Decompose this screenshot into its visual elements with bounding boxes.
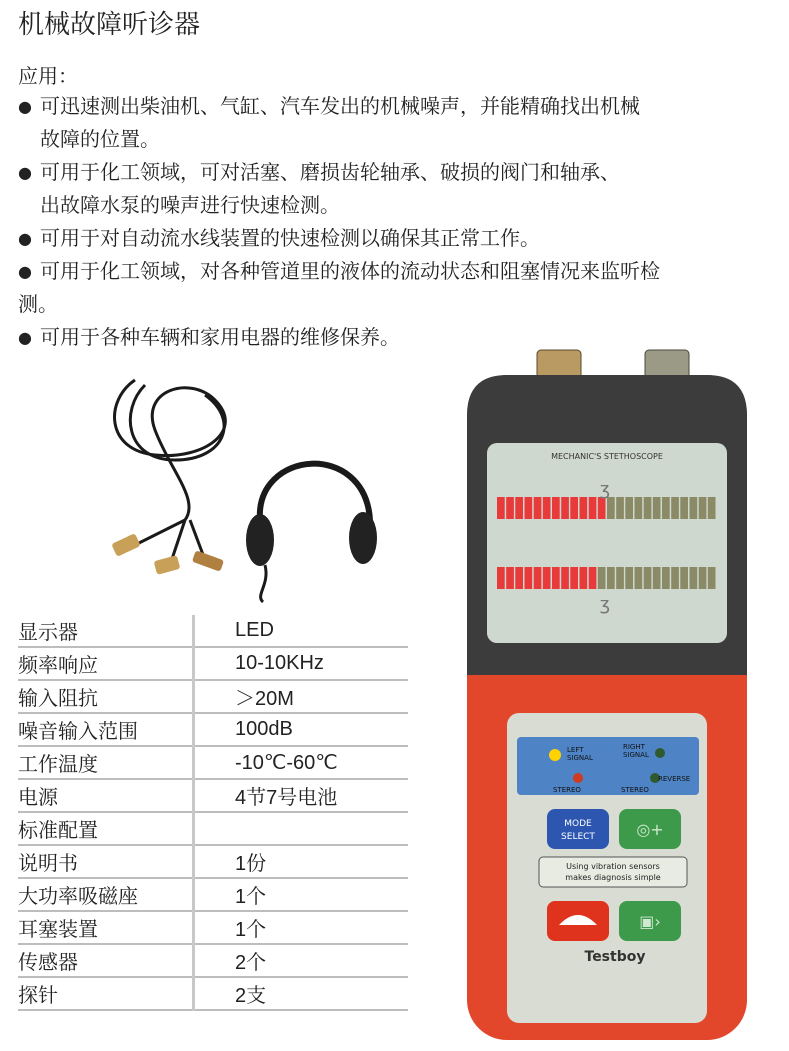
stereo-label: STEREO: [553, 786, 581, 794]
right-label: RIGHT: [623, 743, 645, 751]
led-segment: [570, 497, 578, 519]
display-label: MECHANIC'S STETHOSCOPE: [551, 452, 663, 461]
led-segment: [497, 567, 505, 589]
led-segment: [534, 497, 542, 519]
led-segment: [708, 497, 716, 519]
led-segment: [653, 567, 661, 589]
left-led-icon: [549, 749, 561, 761]
bullet-icon: ●: [18, 262, 32, 281]
led-segment: [708, 567, 716, 589]
led-segment: [635, 497, 643, 519]
note-line-2: makes diagnosis simple: [565, 873, 661, 882]
led-segment: [570, 567, 578, 589]
table-row: 显示器 LED: [18, 615, 408, 647]
led-segment: [580, 567, 588, 589]
table-row: 频率响应 10-10KHz: [18, 647, 408, 680]
table-row: 大功率吸磁座 1个: [18, 878, 408, 911]
table-row: 探针 2支: [18, 977, 408, 1010]
list-item: ● 可用于化工领域，可对活塞、磨损齿轮轴承、破损的阀门和轴承、 出故障水泵的噪声进行快速检测。: [18, 156, 788, 222]
left-sub-label: SIGNAL: [567, 754, 593, 762]
led-segment: [607, 497, 615, 519]
led-segment: [552, 497, 560, 519]
device-photo: [455, 345, 755, 1045]
indicator-panel: [517, 737, 699, 795]
usage-label: 应用：: [18, 64, 78, 88]
led-segment: [680, 497, 688, 519]
led-segment: [598, 497, 606, 519]
table-row: 电源 4节7号电池: [18, 779, 408, 812]
ear-icon: ʒ: [599, 479, 611, 500]
volume-button[interactable]: [619, 809, 681, 849]
table-row: 说明书 1份: [18, 845, 408, 878]
list-item: ● 可用于化工领域，对各种管道里的液体的流动状态和阻塞情况来监听检 测。: [18, 255, 788, 321]
led-segment: [525, 567, 533, 589]
led-segment: [653, 497, 661, 519]
led-segment: [662, 497, 670, 519]
ear-icon: ʒ: [599, 594, 611, 615]
svg-text:MODE: MODE: [564, 819, 592, 829]
svg-text:SELECT: SELECT: [561, 832, 595, 842]
list-item: ● 可用于各种车辆和家用电器的维修保养。: [18, 321, 788, 354]
list-item: ● 可用于对自动流水线装置的快速检测以确保其正常工作。: [18, 222, 788, 255]
led-segment: [662, 567, 670, 589]
speaker-icon: ◎+: [636, 820, 664, 839]
right-led-icon: [655, 748, 665, 758]
spec-table: [18, 615, 408, 1011]
led-segment: [589, 567, 597, 589]
led-segment: [561, 497, 569, 519]
mode-select-button[interactable]: [547, 809, 609, 849]
led-segment: [690, 497, 698, 519]
led-segment: [552, 567, 560, 589]
bullet-icon: ●: [18, 97, 32, 116]
led-segment: [525, 497, 533, 519]
led-segment: [561, 567, 569, 589]
table-row: 传感器 2个: [18, 944, 408, 977]
table-row: 工作温度 -10℃-60℃: [18, 746, 408, 779]
led-segment: [635, 567, 643, 589]
note-line-1: Using vibration sensors: [566, 862, 660, 871]
table-row: 耳塞装置 1个: [18, 911, 408, 944]
led-segment: [580, 497, 588, 519]
led-segment: [671, 567, 679, 589]
bullet-icon: ●: [18, 163, 32, 182]
bullet-icon: ●: [18, 229, 32, 248]
led-segment: [543, 567, 551, 589]
page-title: 机械故障听诊器: [18, 10, 201, 40]
led-segment: [671, 497, 679, 519]
stereo-led-icon: [573, 773, 583, 783]
led-segment: [497, 497, 505, 519]
led-segment: [506, 567, 514, 589]
led-segment: [690, 567, 698, 589]
left-label: LEFT: [567, 746, 584, 754]
led-segment: [625, 497, 633, 519]
power-button[interactable]: [547, 901, 609, 941]
led-segment: [534, 567, 542, 589]
brand-logo: Testboy: [584, 949, 646, 965]
led-segment: [644, 497, 652, 519]
play-icon: ▣›: [639, 912, 661, 931]
led-segment: [616, 567, 624, 589]
play-button[interactable]: [619, 901, 681, 941]
accessories-photo: [95, 360, 395, 605]
led-segment: [644, 567, 652, 589]
headphones-icon: [246, 464, 377, 602]
led-segment: [598, 567, 606, 589]
led-segment: [515, 567, 523, 589]
led-segment: [607, 567, 615, 589]
stereo2-label: STEREO: [621, 786, 649, 794]
led-segment: [616, 497, 624, 519]
table-row: 噪音输入范围 100dB: [18, 713, 408, 746]
right-sub-label: SIGNAL: [623, 751, 649, 759]
led-segment: [699, 497, 707, 519]
led-segment: [589, 497, 597, 519]
led-segment: [680, 567, 688, 589]
led-segment: [515, 497, 523, 519]
table-row: 输入阻抗 ＞20M: [18, 680, 408, 713]
table-row: 标准配置: [18, 812, 408, 845]
usage-list: [18, 90, 788, 354]
led-segment: [543, 497, 551, 519]
sensor-icon: [111, 533, 224, 575]
led-segment: [506, 497, 514, 519]
list-item: ● 可迅速测出柴油机、气缸、汽车发出的机械噪声，并能精确找出机械 故障的位置。: [18, 90, 788, 156]
bullet-icon: ●: [18, 328, 32, 347]
led-segment: [625, 567, 633, 589]
reverse-label: REVERSE: [658, 775, 691, 783]
led-segment: [699, 567, 707, 589]
